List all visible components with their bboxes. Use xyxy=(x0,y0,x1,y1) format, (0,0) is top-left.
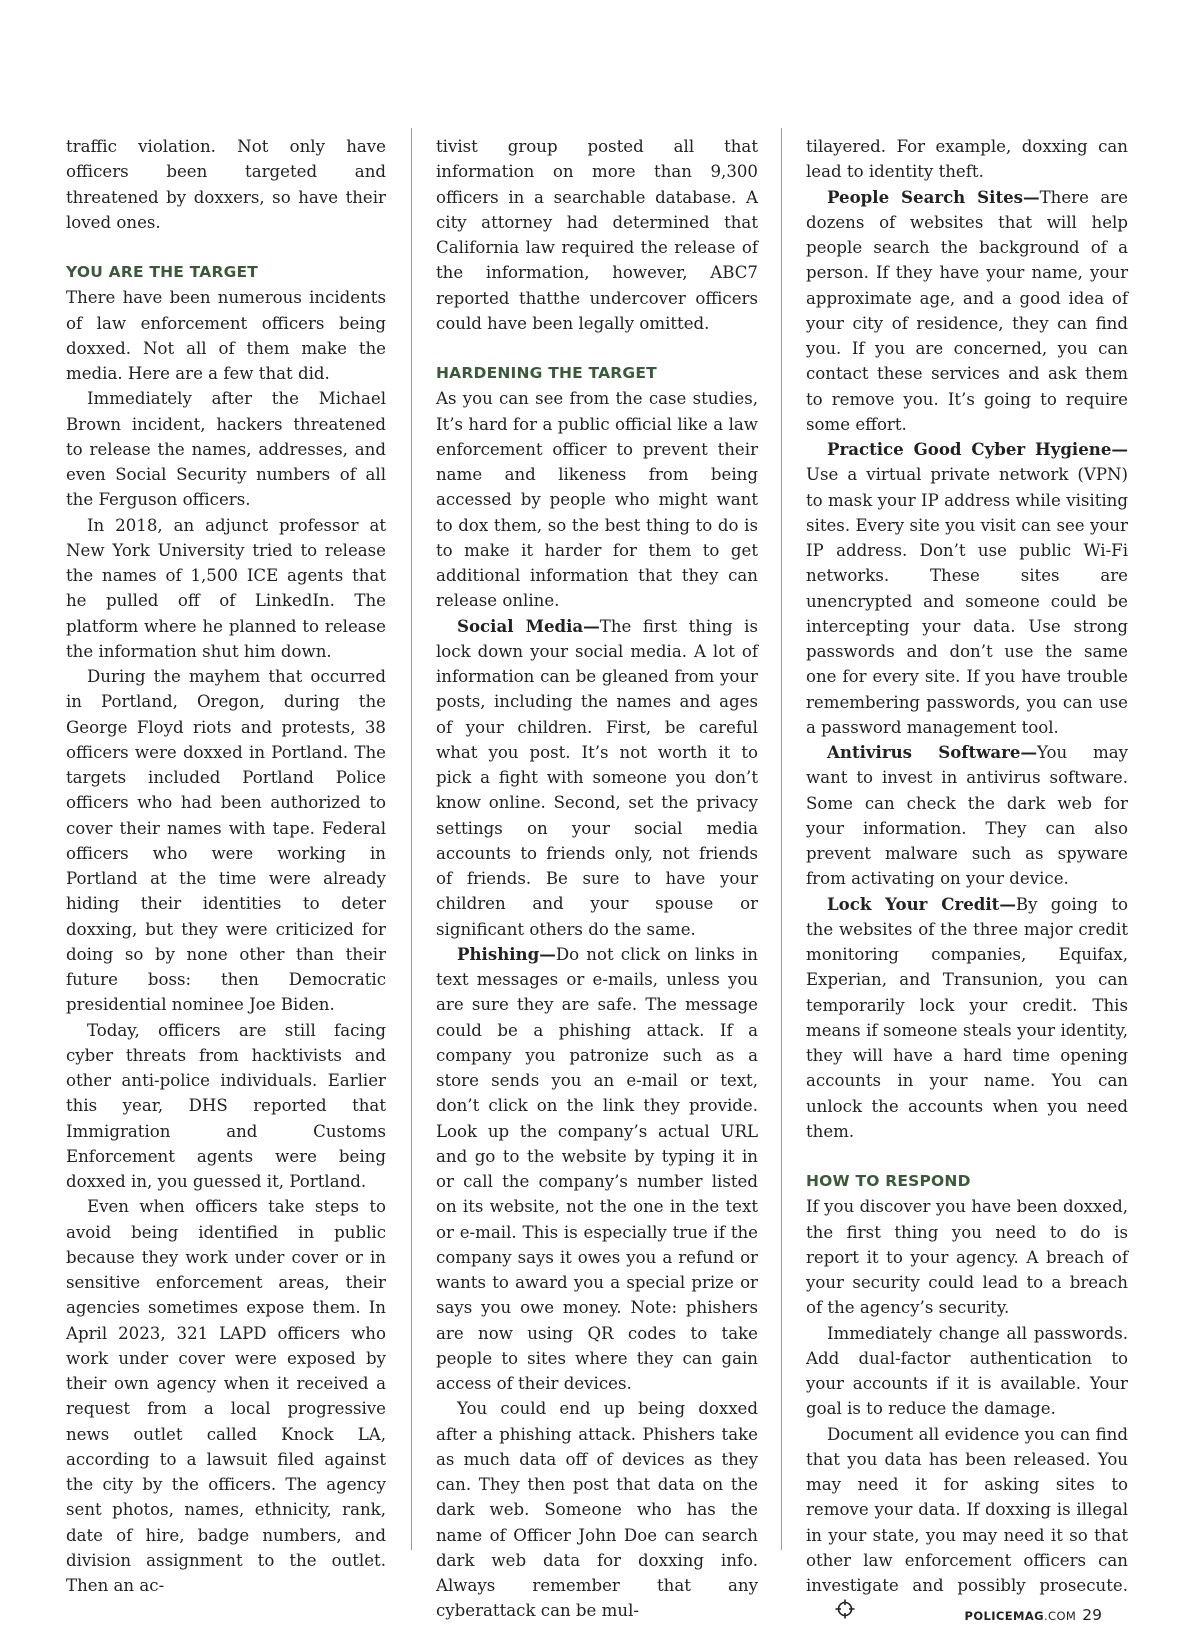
section-heading-how-to-respond: HOW TO RESPOND xyxy=(806,1172,971,1190)
paragraph: Immediately after the Michael Brown incident, hackers threatened to release the names, addresses, and even Social Security numbers of all the Ferguson officers. xyxy=(66,389,386,510)
paragraph: Even when officers take steps to avoid being identified in public because they work under cover or in sensitive enforcement areas, their agencies sometimes expose them. In April 2023, 321 LAPD officers who work under cover were exposed by their own agency when it received a request from a local progressive news outlet called Knock LA, according to a lawsuit filed against the city by the officers. The agency sent photos, names, ethnicity, rank, date of hire, badge numbers, and division assignment to the outlet. Then an ac- xyxy=(66,1197,386,1595)
paragraph: Immediately change all passwords. Add dual-factor authentication to your accounts if it is available. Your goal is to reduce the damage. xyxy=(806,1323,1128,1419)
paragraph: During the mayhem that occurred in Portland, Oregon, during the George Floyd riots and protests, 38 officers were doxxed in Portland. The targets included Portland Police officers who had been authorized to cover their names with tape. Federal officers who were working in Portland at the time were already hiding their identities to deter doxxing, but they were criticized for doing so by none other than their future boss: then Democratic presidential nominee Joe Biden. xyxy=(66,667,386,1015)
article-column-2 xyxy=(436,134,758,1624)
paragraph-text: Document all evidence you can find that you data has been released. You may need it for asking sites to remove your data. If doxxing is illegal in your state, you may need it so that other law enforcement officers can investigate and possibly prosecute. xyxy=(806,1424,1128,1595)
paragraph-social-media xyxy=(436,614,758,942)
paragraph: traffic violation. Not only have officers been targeted and threatened by doxxers, so have their loved ones. xyxy=(66,137,386,232)
run-in-heading: People Search Sites— xyxy=(827,186,1040,207)
run-in-heading: Social Media— xyxy=(457,615,600,636)
column-divider-2 xyxy=(781,128,782,1550)
article-column-3 xyxy=(806,134,1128,1627)
paragraph-final xyxy=(806,1422,1128,1627)
page-number: 29 xyxy=(1082,1606,1102,1624)
paragraph: If you discover you have been doxxed, the first thing you need to do is report it to your agency. A breach of your security could lead to a breach of the agency’s security. xyxy=(806,1197,1128,1318)
paragraph: In 2018, an adjunct professor at New York University tried to release the names of 1,500 ICE agents that he pulled off of LinkedIn. The platform where he planned to release the information shut him down. xyxy=(66,515,386,661)
paragraph: tivist group posted all that information on more than 9,300 officers in a searchable database. A city attorney had determined that California law required the release of the information, however, ABC7 reported thatthe undercover officers could have been legally omitted. xyxy=(436,137,758,333)
paragraph: tilayered. For example, doxxing can lead to identity theft. xyxy=(806,137,1128,182)
paragraph: As you can see from the case studies, It’s hard for a public official like a law enforcement officer to prevent their name and likeness from being accessed by people who might want to dox them, so the best thing to do is to make it harder for them to get additional information that they can release online. xyxy=(436,389,758,611)
run-in-heading: Lock Your Credit— xyxy=(827,893,1016,914)
paragraph-text: Do not click on links in text messages or e-mails, unless you are sure they are safe. The message could be a phishing attack. If a company you patronize such as a store sends you an e-mail or text, don’t click on the link they provide. Look up the company’s actual URL and go to the website by typing it in or call the company’s number listed on its website, not the one in the text or e-mail. This is especially true if the company says it owes you a refund or wants to award you a special prize or says you owe money. Note: phishers are now using QR codes to take people to sites where they can gain access of their devices. xyxy=(436,944,758,1393)
paragraph-text: You may want to invest in antivirus software. Some can check the dark web for your information. They can also prevent malware such as spyware from activating on your device. xyxy=(806,743,1128,889)
column-divider-1 xyxy=(411,128,412,1550)
site-name: POLICEMAG.COM xyxy=(964,1609,1077,1623)
paragraph: Today, officers are still facing cyber threats from hacktivists and other anti-police individuals. Earlier this year, DHS reported that Immigration and Customs Enforcement agents were being doxxed in, you guessed it, Portland. xyxy=(66,1020,386,1191)
section-heading-hardening-the-target: HARDENING THE TARGET xyxy=(436,364,657,382)
article-column-1 xyxy=(66,134,386,1598)
run-in-heading: Antivirus Software— xyxy=(827,742,1038,762)
paragraph-text: The first thing is lock down your social media. A lot of information can be gleaned from your posts, including the names and ages of your children. First, be careful what you post. It’s not worth it to pick a fight with someone you don’t know online. Second, set the privacy settings on your social media accounts to friends only, not friends of friends. Be sure to have your children and your spouse or significant others do the same. xyxy=(436,616,758,939)
run-in-heading: Phishing— xyxy=(457,943,556,964)
section-heading-you-are-the-target: YOU ARE THE TARGET xyxy=(66,263,259,281)
paragraph-phishing xyxy=(436,942,758,1397)
paragraph-cyber-hygiene xyxy=(806,437,1128,740)
paragraph: You could end up being doxxed after a phishing attack. Phishers take as much data off of devices as they can. They then post that data on the dark web. Someone who has the name of Officer John Doe can search dark web data for doxxing info. Always remember that any cyberattack can be mul- xyxy=(436,1399,758,1621)
paragraph-text: By going to the websites of the three major credit monitoring companies, Equifax, Experian, and Transunion, you can temporarily lock your credit. This means if someone steals your identity, they will have a hard time opening accounts in your name. You can unlock the accounts when you need them. xyxy=(806,894,1128,1141)
paragraph-text: Use a virtual private network (VPN) to mask your IP address while visiting sites. Every site you visit can see your IP address. Don’t use public Wi-Fi networks. These sites are unencrypted and someone could be intercepting your data. Use strong passwords and don’t use the same one for every site. If you have trouble remembering passwords, you can use a password management tool. xyxy=(806,465,1128,737)
paragraph-lock-credit xyxy=(806,892,1128,1145)
paragraph-text: There are dozens of websites that will help people search the background of a person. If they have your name, your approximate age, and a good idea of your city of residence, they can find you. If you are concerned, you can contact these services and ask them to remove you. It’s going to require some effort. xyxy=(806,187,1128,434)
paragraph-people-search xyxy=(806,185,1128,438)
paragraph: There have been numerous incidents of law enforcement officers being doxxed. Not all of them make the media. Here are a few that did. xyxy=(66,288,386,383)
page-footer xyxy=(965,1605,1103,1624)
run-in-heading: Practice Good Cyber Hygiene— xyxy=(827,439,1128,459)
crosshair-icon xyxy=(814,1599,855,1626)
paragraph-antivirus xyxy=(806,740,1128,892)
